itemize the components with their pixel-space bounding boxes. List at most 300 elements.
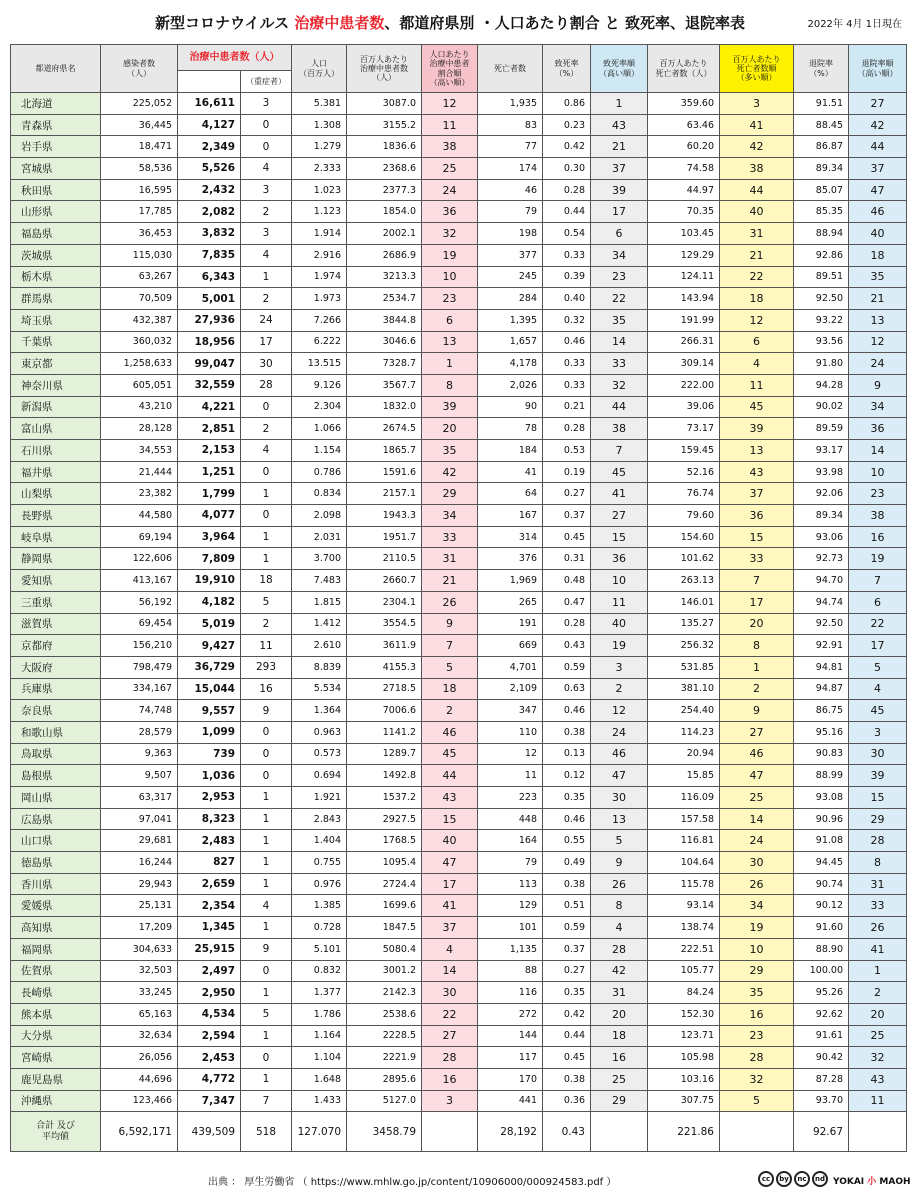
cell-deaths: 90	[478, 396, 543, 418]
cell-population: 7.483	[292, 570, 347, 592]
cell-treat-per-million: 2368.6	[347, 158, 422, 180]
cell-deaths-per-million: 531.85	[648, 656, 720, 678]
cell-severe: 1	[241, 1068, 292, 1090]
cell-population: 0.755	[292, 852, 347, 874]
cell-deaths-rank: 15	[720, 526, 794, 548]
cell-treat-rank: 12	[422, 93, 478, 115]
cell-discharge-rank: 17	[849, 635, 907, 657]
cell-fatality-rank: 3	[591, 656, 648, 678]
cell-deaths: 113	[478, 873, 543, 895]
cell-deaths-per-million: 84.24	[648, 982, 720, 1004]
cell-treat-per-million: 1865.7	[347, 440, 422, 462]
cell-fatality: 0.46	[543, 331, 591, 353]
cell-discharge: 94.81	[794, 656, 849, 678]
cell-pref-name: 長崎県	[11, 982, 101, 1004]
cell-fatality-rank: 34	[591, 244, 648, 266]
cell-deaths-per-million: 114.23	[648, 721, 720, 743]
cell-deaths-rank: 27	[720, 721, 794, 743]
cell-treat-rank: 13	[422, 331, 478, 353]
cell-severe: 4	[241, 440, 292, 462]
cell-deaths: 198	[478, 223, 543, 245]
cell-deaths-rank: 39	[720, 418, 794, 440]
cell-infected: 21,444	[101, 461, 178, 483]
cell-treating: 16,611	[178, 93, 241, 115]
cell-severe: 0	[241, 1047, 292, 1069]
cell-infected: 44,696	[101, 1068, 178, 1090]
cell-pref-name: 兵庫県	[11, 678, 101, 700]
cell-population: 5.381	[292, 93, 347, 115]
cell-pref-name: 大分県	[11, 1025, 101, 1047]
cell-treat-per-million: 1854.0	[347, 201, 422, 223]
cell-treat-per-million: 2377.3	[347, 179, 422, 201]
cell-discharge: 91.60	[794, 917, 849, 939]
cell-treat-per-million: 4155.3	[347, 656, 422, 678]
cell-deaths-rank: 17	[720, 591, 794, 613]
cell-treat-rank: 9	[422, 613, 478, 635]
cell-fatality: 0.44	[543, 1025, 591, 1047]
cell-severe: 24	[241, 309, 292, 331]
cell-population: 0.573	[292, 743, 347, 765]
cell-deaths-per-million: 138.74	[648, 917, 720, 939]
cell-fatality: 0.27	[543, 483, 591, 505]
cell-fatality-rank: 43	[591, 114, 648, 136]
cell-infected: 334,167	[101, 678, 178, 700]
table-row	[11, 548, 907, 570]
cell-discharge: 92.06	[794, 483, 849, 505]
header-discharge: 退院率 （%）	[794, 45, 849, 93]
cell-treat-per-million: 2927.5	[347, 808, 422, 830]
cell-treat-rank: 37	[422, 917, 478, 939]
cc-icon: cc	[758, 1171, 774, 1187]
cell-pref-name: 京都府	[11, 635, 101, 657]
cell-population: 1.921	[292, 787, 347, 809]
cell-deaths: 11	[478, 765, 543, 787]
totals-label: 合計 及び 平均値	[11, 1112, 101, 1152]
cell-treat-rank: 6	[422, 309, 478, 331]
table-row	[11, 830, 907, 852]
cell-discharge-rank: 12	[849, 331, 907, 353]
cell-discharge-rank: 30	[849, 743, 907, 765]
cell-deaths-per-million: 266.31	[648, 331, 720, 353]
cell-deaths-rank: 46	[720, 743, 794, 765]
cell-infected: 28,579	[101, 721, 178, 743]
cell-treat-per-million: 2228.5	[347, 1025, 422, 1047]
cell-pref-name: 岡山県	[11, 787, 101, 809]
table-row	[11, 158, 907, 180]
cell-deaths-per-million: 93.14	[648, 895, 720, 917]
cell-treating: 3,964	[178, 526, 241, 548]
cell-treating: 32,559	[178, 374, 241, 396]
cell-treat-per-million: 5127.0	[347, 1090, 422, 1112]
header-treating: 治療中患者数（人）	[178, 45, 292, 71]
cell-discharge-rank: 40	[849, 223, 907, 245]
cell-population: 1.412	[292, 613, 347, 635]
cell-deaths: 1,969	[478, 570, 543, 592]
cell-treating: 18,956	[178, 331, 241, 353]
cell-treating: 2,483	[178, 830, 241, 852]
cell-deaths-rank: 3	[720, 93, 794, 115]
cell-discharge-rank: 27	[849, 93, 907, 115]
cell-severe: 4	[241, 244, 292, 266]
cell-discharge: 89.51	[794, 266, 849, 288]
cell-deaths-rank: 38	[720, 158, 794, 180]
cell-severe: 1	[241, 917, 292, 939]
cell-treat-per-million: 2002.1	[347, 223, 422, 245]
title-highlight: 治療中患者数	[294, 14, 385, 32]
cell-treat-rank: 14	[422, 960, 478, 982]
cell-treating: 4,221	[178, 396, 241, 418]
cell-pref-name: 熊本県	[11, 1003, 101, 1025]
cell-discharge-rank: 16	[849, 526, 907, 548]
cell-infected: 16,595	[101, 179, 178, 201]
cell-discharge-rank: 44	[849, 136, 907, 158]
cell-population: 8.839	[292, 656, 347, 678]
cell-population: 1.308	[292, 114, 347, 136]
cell-pref-name: 福井県	[11, 461, 101, 483]
cell-deaths-rank: 9	[720, 700, 794, 722]
cell-population: 1.123	[292, 201, 347, 223]
cell-fatality-rank: 30	[591, 787, 648, 809]
cell-infected: 69,194	[101, 526, 178, 548]
cell-pref-name: 千葉県	[11, 331, 101, 353]
cell-discharge-rank: 34	[849, 396, 907, 418]
cell-treating: 2,432	[178, 179, 241, 201]
cell-deaths-per-million: 105.98	[648, 1047, 720, 1069]
table-row	[11, 960, 907, 982]
cell-population: 0.832	[292, 960, 347, 982]
table-row	[11, 331, 907, 353]
cell-pref-name: 宮崎県	[11, 1047, 101, 1069]
table-row	[11, 440, 907, 462]
table-row	[11, 1090, 907, 1112]
cell-discharge-rank: 22	[849, 613, 907, 635]
cell-pref-name: 富山県	[11, 418, 101, 440]
cell-deaths: 265	[478, 591, 543, 613]
cell-deaths: 129	[478, 895, 543, 917]
table-row	[11, 656, 907, 678]
cell-severe: 1	[241, 787, 292, 809]
cell-pref-name: 石川県	[11, 440, 101, 462]
cell-discharge-rank: 4	[849, 678, 907, 700]
cell-deaths-per-million: 263.13	[648, 570, 720, 592]
cell-treat-rank: 22	[422, 1003, 478, 1025]
cell-deaths-rank: 20	[720, 613, 794, 635]
cell-treat-per-million: 3844.8	[347, 309, 422, 331]
cell-treating: 19,910	[178, 570, 241, 592]
cell-treat-rank: 44	[422, 765, 478, 787]
cell-pref-name: 群馬県	[11, 288, 101, 310]
cell-population: 2.610	[292, 635, 347, 657]
cell-severe: 1	[241, 808, 292, 830]
cell-deaths-rank: 45	[720, 396, 794, 418]
cell-treat-rank: 39	[422, 396, 478, 418]
cell-fatality: 0.33	[543, 244, 591, 266]
cell-severe: 4	[241, 895, 292, 917]
cell-deaths-per-million: 124.11	[648, 266, 720, 288]
cell-treat-per-million: 2221.9	[347, 1047, 422, 1069]
cell-population: 1.815	[292, 591, 347, 613]
cell-discharge: 91.51	[794, 93, 849, 115]
cell-fatality: 0.39	[543, 266, 591, 288]
cell-infected: 304,633	[101, 938, 178, 960]
cell-pref-name: 沖縄県	[11, 1090, 101, 1112]
cell-population: 0.976	[292, 873, 347, 895]
total-fatality-rank-empty	[591, 1112, 648, 1152]
table-row	[11, 93, 907, 115]
table-row	[11, 982, 907, 1004]
cell-population: 1.364	[292, 700, 347, 722]
cell-infected: 115,030	[101, 244, 178, 266]
cell-treat-rank: 21	[422, 570, 478, 592]
cell-pref-name: 岩手県	[11, 136, 101, 158]
cell-discharge: 93.56	[794, 331, 849, 353]
cell-treating: 739	[178, 743, 241, 765]
table-row	[11, 765, 907, 787]
cell-deaths-per-million: 70.35	[648, 201, 720, 223]
cell-deaths-per-million: 135.27	[648, 613, 720, 635]
table-row	[11, 678, 907, 700]
table-row	[11, 895, 907, 917]
cell-discharge-rank: 10	[849, 461, 907, 483]
cell-fatality-rank: 31	[591, 982, 648, 1004]
cell-deaths: 184	[478, 440, 543, 462]
cell-fatality-rank: 41	[591, 483, 648, 505]
cell-pref-name: 大阪府	[11, 656, 101, 678]
cell-discharge-rank: 3	[849, 721, 907, 743]
total-deaths-rank-empty	[720, 1112, 794, 1152]
cell-treat-per-million: 1836.6	[347, 136, 422, 158]
cell-deaths: 77	[478, 136, 543, 158]
table-row	[11, 613, 907, 635]
cell-infected: 798,479	[101, 656, 178, 678]
cell-severe: 30	[241, 353, 292, 375]
cell-treating: 2,153	[178, 440, 241, 462]
header-treating-count	[178, 71, 241, 93]
cell-fatality: 0.63	[543, 678, 591, 700]
cell-fatality-rank: 24	[591, 721, 648, 743]
cell-discharge: 88.90	[794, 938, 849, 960]
cell-treat-per-million: 2686.9	[347, 244, 422, 266]
cell-treat-per-million: 3611.9	[347, 635, 422, 657]
cell-deaths-per-million: 105.77	[648, 960, 720, 982]
cell-treating: 1,099	[178, 721, 241, 743]
cell-fatality-rank: 27	[591, 505, 648, 527]
cell-deaths-per-million: 154.60	[648, 526, 720, 548]
table-row	[11, 721, 907, 743]
cell-deaths-per-million: 79.60	[648, 505, 720, 527]
cell-treat-per-million: 2110.5	[347, 548, 422, 570]
cell-severe: 1	[241, 526, 292, 548]
cell-deaths-per-million: 20.94	[648, 743, 720, 765]
cell-fatality-rank: 22	[591, 288, 648, 310]
cell-treat-rank: 26	[422, 591, 478, 613]
cell-deaths-per-million: 76.74	[648, 483, 720, 505]
cell-treat-per-million: 1699.6	[347, 895, 422, 917]
cell-infected: 74,748	[101, 700, 178, 722]
cell-infected: 123,466	[101, 1090, 178, 1112]
prefecture-table	[10, 44, 907, 1152]
cell-fatality-rank: 25	[591, 1068, 648, 1090]
cell-treat-rank: 34	[422, 505, 478, 527]
cell-pref-name: 愛媛県	[11, 895, 101, 917]
cell-deaths-rank: 40	[720, 201, 794, 223]
cell-infected: 63,267	[101, 266, 178, 288]
cell-discharge-rank: 19	[849, 548, 907, 570]
cell-deaths: 1,657	[478, 331, 543, 353]
cell-pref-name: 岐阜県	[11, 526, 101, 548]
cell-fatality-rank: 14	[591, 331, 648, 353]
title-part1: 新型コロナウイルス	[155, 14, 295, 32]
cell-treat-per-million: 1951.7	[347, 526, 422, 548]
cell-deaths: 2,109	[478, 678, 543, 700]
cell-deaths-rank: 1	[720, 656, 794, 678]
cell-population: 0.728	[292, 917, 347, 939]
cell-fatality: 0.37	[543, 938, 591, 960]
cell-deaths-rank: 34	[720, 895, 794, 917]
cell-population: 2.031	[292, 526, 347, 548]
cell-infected: 156,210	[101, 635, 178, 657]
cell-deaths-rank: 21	[720, 244, 794, 266]
cell-deaths: 272	[478, 1003, 543, 1025]
cell-deaths: 448	[478, 808, 543, 830]
cell-discharge: 88.45	[794, 114, 849, 136]
cell-infected: 69,454	[101, 613, 178, 635]
cell-infected: 29,943	[101, 873, 178, 895]
cell-fatality: 0.31	[543, 548, 591, 570]
cell-discharge: 95.16	[794, 721, 849, 743]
cell-discharge: 92.73	[794, 548, 849, 570]
cell-treat-per-million: 1095.4	[347, 852, 422, 874]
cell-discharge-rank: 33	[849, 895, 907, 917]
cell-discharge: 90.42	[794, 1047, 849, 1069]
cell-fatality-rank: 37	[591, 158, 648, 180]
cell-infected: 25,131	[101, 895, 178, 917]
cell-discharge: 94.45	[794, 852, 849, 874]
cell-severe: 9	[241, 700, 292, 722]
cell-deaths: 1,395	[478, 309, 543, 331]
cell-severe: 2	[241, 418, 292, 440]
cell-treat-per-million: 2674.5	[347, 418, 422, 440]
cell-treat-per-million: 3567.7	[347, 374, 422, 396]
cell-deaths-per-million: 256.32	[648, 635, 720, 657]
table-body	[11, 93, 907, 1112]
nd-icon: nd	[812, 1171, 828, 1187]
cell-discharge-rank: 32	[849, 1047, 907, 1069]
header-treat-rank: 人口あたり 治療中患者 割合順 （高い順）	[422, 45, 478, 93]
cell-pref-name: 鹿児島県	[11, 1068, 101, 1090]
cell-deaths-rank: 10	[720, 938, 794, 960]
creative-commons-badge	[758, 1171, 828, 1187]
cell-deaths-per-million: 73.17	[648, 418, 720, 440]
cell-deaths-per-million: 222.51	[648, 938, 720, 960]
cell-deaths-rank: 24	[720, 830, 794, 852]
cell-population: 9.126	[292, 374, 347, 396]
cell-treat-rank: 27	[422, 1025, 478, 1047]
cell-discharge-rank: 47	[849, 179, 907, 201]
table-row	[11, 938, 907, 960]
cell-fatality: 0.36	[543, 1090, 591, 1112]
table-row	[11, 374, 907, 396]
cell-population: 7.266	[292, 309, 347, 331]
cell-infected: 432,387	[101, 309, 178, 331]
totals-row	[11, 1112, 907, 1152]
cell-infected: 9,507	[101, 765, 178, 787]
cell-treat-rank: 28	[422, 1047, 478, 1069]
nc-icon: nc	[794, 1171, 810, 1187]
cell-discharge: 86.87	[794, 136, 849, 158]
cell-deaths: 12	[478, 743, 543, 765]
cell-infected: 58,536	[101, 158, 178, 180]
cell-fatality-rank: 35	[591, 309, 648, 331]
cell-deaths-per-million: 116.09	[648, 787, 720, 809]
cell-deaths: 110	[478, 721, 543, 743]
cell-treating: 4,182	[178, 591, 241, 613]
table-row	[11, 483, 907, 505]
cell-deaths: 377	[478, 244, 543, 266]
cell-fatality: 0.44	[543, 201, 591, 223]
cell-infected: 32,634	[101, 1025, 178, 1047]
cell-deaths-per-million: 103.16	[648, 1068, 720, 1090]
table-row	[11, 570, 907, 592]
cell-deaths: 79	[478, 201, 543, 223]
cell-fatality-rank: 17	[591, 201, 648, 223]
cell-treat-rank: 3	[422, 1090, 478, 1112]
cell-treat-rank: 45	[422, 743, 478, 765]
cell-deaths-per-million: 152.30	[648, 1003, 720, 1025]
cell-treat-rank: 29	[422, 483, 478, 505]
cell-infected: 26,056	[101, 1047, 178, 1069]
cell-severe: 2	[241, 201, 292, 223]
cell-discharge: 95.26	[794, 982, 849, 1004]
cell-discharge: 86.75	[794, 700, 849, 722]
cell-treat-per-million: 2895.6	[347, 1068, 422, 1090]
cell-deaths-per-million: 123.71	[648, 1025, 720, 1047]
cell-fatality-rank: 11	[591, 591, 648, 613]
cell-treat-rank: 35	[422, 440, 478, 462]
cell-population: 0.834	[292, 483, 347, 505]
header-pref: 都道府県名	[11, 45, 101, 93]
cell-deaths-rank: 25	[720, 787, 794, 809]
cell-severe: 0	[241, 505, 292, 527]
cell-treat-rank: 10	[422, 266, 478, 288]
cell-pref-name: 徳島県	[11, 852, 101, 874]
cell-fatality: 0.28	[543, 179, 591, 201]
cell-treat-rank: 47	[422, 852, 478, 874]
cell-discharge: 89.34	[794, 158, 849, 180]
cell-treating: 99,047	[178, 353, 241, 375]
cell-fatality: 0.54	[543, 223, 591, 245]
cell-fatality: 0.28	[543, 613, 591, 635]
cell-discharge: 92.91	[794, 635, 849, 657]
cell-deaths-per-million: 157.58	[648, 808, 720, 830]
header-deaths-rank: 百万人あたり 死亡者数順 （多い順）	[720, 45, 794, 93]
cell-deaths: 78	[478, 418, 543, 440]
cell-discharge: 85.07	[794, 179, 849, 201]
cell-treat-rank: 16	[422, 1068, 478, 1090]
cell-treat-rank: 38	[422, 136, 478, 158]
table-row	[11, 1047, 907, 1069]
footer	[0, 1169, 916, 1191]
cell-fatality-rank: 39	[591, 179, 648, 201]
cell-infected: 122,606	[101, 548, 178, 570]
table-row	[11, 244, 907, 266]
cell-fatality-rank: 10	[591, 570, 648, 592]
cell-deaths-per-million: 52.16	[648, 461, 720, 483]
cell-treat-rank: 46	[422, 721, 478, 743]
cell-treat-per-million: 2304.1	[347, 591, 422, 613]
cell-discharge-rank: 36	[849, 418, 907, 440]
cell-deaths-rank: 22	[720, 266, 794, 288]
